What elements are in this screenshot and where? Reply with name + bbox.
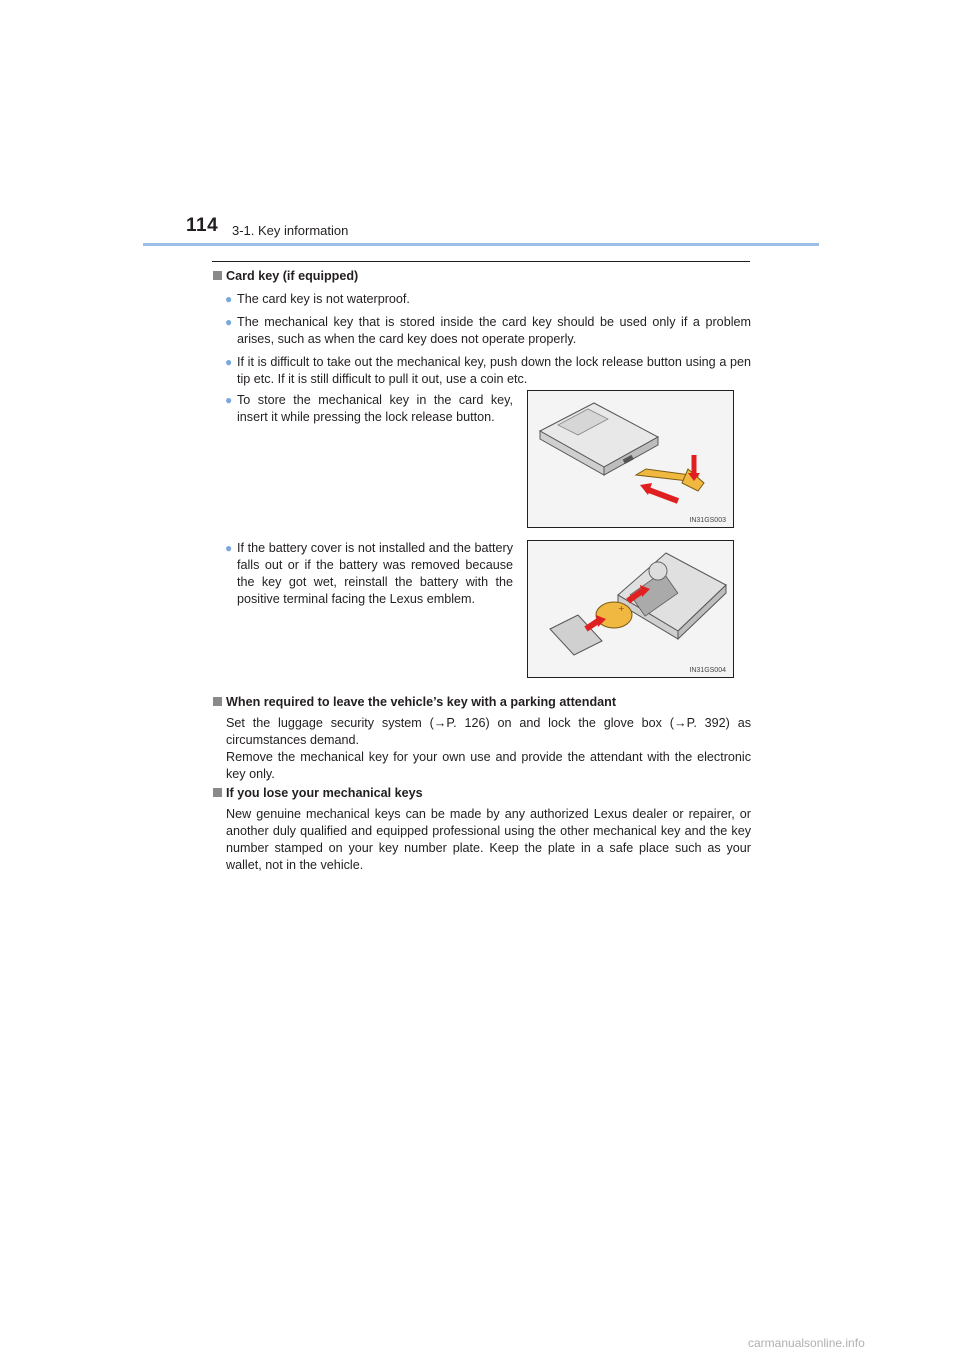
bullet-item: [213, 392, 513, 426]
circle-bullet-icon: ●: [225, 315, 233, 329]
content-rule: [212, 261, 750, 262]
valet-heading-text: When required to leave the vehicle’s key with a parking attendant: [226, 695, 617, 709]
valet-paragraph-2: Remove the mechanical key for your own use and provide the attendant with the electronic key only.: [226, 750, 751, 781]
lost-keys-paragraph: New genuine mechanical keys can be made by any authorized Lexus dealer or repairer, or another duly qualified and equipped professional using the other mechanical key and the key number stamped on your key number plate. Keep the plate in a safe place such as your wallet, not in the vehicle.: [226, 807, 751, 872]
watermark: carmanualsonline.info: [748, 1336, 865, 1350]
battery-illustration: [528, 541, 733, 677]
valet-section: [213, 694, 751, 783]
figure-card-key-insert: [527, 390, 734, 528]
card-key-section: [213, 268, 751, 388]
bullet-text: The mechanical key that is stored inside the card key should be used only if a problem arises, such as when the card key does not operate properly.: [237, 315, 751, 346]
bullet-text: If the battery cover is not installed and the battery falls out or if the battery was removed because the key got wet, reinstall the battery with the positive terminal facing the Lexus emblem.: [237, 541, 513, 606]
square-bullet-icon: [213, 271, 222, 280]
lost-keys-heading: [213, 785, 751, 802]
figure-battery: [527, 540, 734, 678]
bullet-text: The card key is not waterproof.: [237, 292, 410, 306]
svg-text:+: +: [618, 604, 625, 613]
valet-heading: [213, 694, 751, 711]
card-key-heading-text: Card key (if equipped): [226, 269, 359, 283]
page-number: 114: [186, 215, 219, 236]
bullet-text: If it is difficult to take out the mechanical key, push down the lock release button using a pen tip etc. If it is still difficult to pull it out, use a coin etc.: [237, 355, 751, 386]
circle-bullet-icon: ●: [225, 355, 233, 369]
circle-bullet-icon: ●: [225, 393, 233, 407]
circle-bullet-icon: ●: [225, 541, 233, 555]
bullet-item: [213, 314, 751, 348]
section-title: 3-1. Key information: [232, 223, 349, 238]
valet-paragraph-1: Set the luggage security system (→P. 126) on and lock the glove box (→P. 392) as circumstances demand.: [226, 716, 751, 747]
square-bullet-icon: [213, 788, 222, 797]
circle-bullet-icon: ●: [225, 292, 233, 306]
figure-code: IN31GS004: [689, 667, 726, 674]
card-key-illustration: [528, 391, 733, 527]
bullet-text: To store the mechanical key in the card key, insert it while pressing the lock release button.: [237, 393, 513, 424]
square-bullet-icon: [213, 697, 222, 706]
lost-keys-section: [213, 785, 751, 874]
bullet-item: [213, 354, 751, 388]
bullet-item: [213, 540, 513, 608]
lost-keys-heading-text: If you lose your mechanical keys: [226, 786, 423, 800]
figure-code: IN31GS003: [689, 517, 726, 524]
card-key-heading: [213, 268, 751, 285]
bullet-item: [213, 291, 751, 308]
header-rule: [143, 243, 819, 246]
